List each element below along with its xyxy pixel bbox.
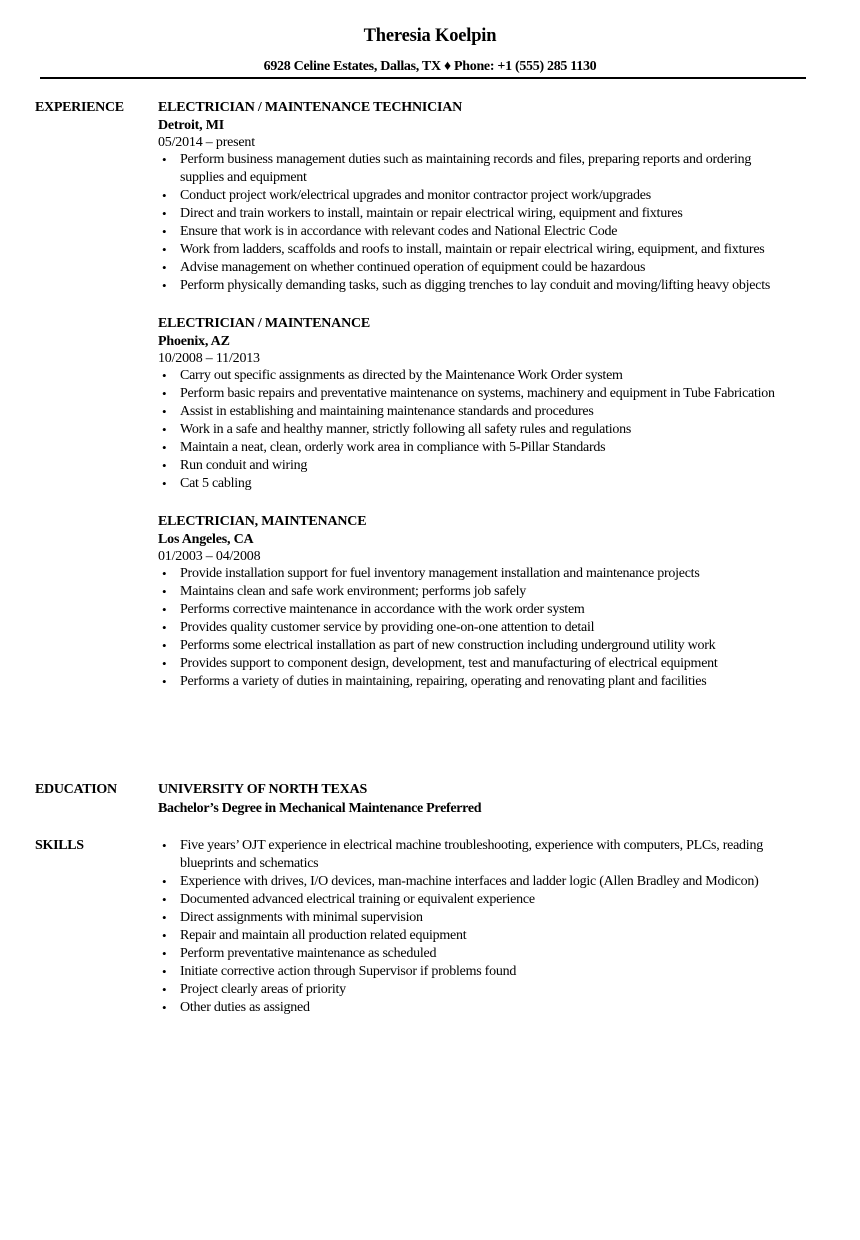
job-dates: 05/2014 – present bbox=[158, 135, 255, 150]
list-item: • Ensure that work is in accordance with relevant codes and National Electric Code bbox=[158, 223, 798, 241]
list-item: • Carry out specific assignments as directed by the Maintenance Work Order system bbox=[158, 367, 798, 385]
job-duties-list bbox=[158, 565, 798, 691]
job-entry bbox=[158, 99, 798, 295]
list-item: • Maintain a neat, clean, orderly work area in compliance with 5-Pillar Standards bbox=[158, 439, 798, 457]
school-name: UNIVERSITY OF NORTH TEXAS bbox=[158, 782, 368, 797]
list-item: • Perform business management duties such as maintaining records and files, preparing reports and ordering supplies and equipment bbox=[158, 151, 798, 187]
experience-body bbox=[158, 99, 798, 707]
list-item: • Maintains clean and safe work environment; performs job safely bbox=[158, 583, 798, 601]
skills-list bbox=[158, 837, 798, 1017]
candidate-name: Theresia Koelpin bbox=[363, 26, 497, 46]
job-dates: 10/2008 – 11/2013 bbox=[158, 351, 260, 366]
education-body bbox=[158, 781, 798, 818]
list-item: • Five years’ OJT experience in electrical machine troubleshooting, experience with computers, PLCs, reading blueprints and schematics bbox=[158, 837, 798, 873]
list-item: • Direct and train workers to install, maintain or repair electrical wiring, equipment and fixtures bbox=[158, 205, 798, 223]
job-title: ELECTRICIAN / MAINTENANCE bbox=[158, 316, 371, 331]
job-location: Phoenix, AZ bbox=[158, 334, 230, 349]
list-item: • Project clearly areas of priority bbox=[158, 981, 798, 999]
list-item: • Assist in establishing and maintaining maintenance standards and procedures bbox=[158, 403, 798, 421]
list-item: • Advise management on whether continued operation of equipment could be hazardous bbox=[158, 259, 798, 277]
job-location: Detroit, MI bbox=[158, 118, 224, 133]
list-item: • Direct assignments with minimal supervision bbox=[158, 909, 798, 927]
job-dates: 01/2003 – 04/2008 bbox=[158, 549, 261, 564]
list-item: • Perform preventative maintenance as scheduled bbox=[158, 945, 798, 963]
job-location: Los Angeles, CA bbox=[158, 532, 254, 547]
list-item: • Conduct project work/electrical upgrades and monitor contractor project work/upgrades bbox=[158, 187, 798, 205]
section-label-education: EDUCATION bbox=[35, 782, 117, 797]
list-item: • Performs some electrical installation as part of new construction including underground utility work bbox=[158, 637, 798, 655]
degree-name: Bachelor’s Degree in Mechanical Maintenance Preferred bbox=[158, 801, 482, 816]
list-item: • Performs a variety of duties in maintaining, repairing, operating and renovating plant and facilities bbox=[158, 673, 798, 691]
list-item: • Work from ladders, scaffolds and roofs to install, maintain or repair electrical wiring, equipment, and fixtures bbox=[158, 241, 798, 259]
contact-line: 6928 Celine Estates, Dallas, TX ♦ Phone: +1 (555) 285 1130 bbox=[263, 59, 597, 74]
skills-body bbox=[158, 837, 798, 1017]
list-item: • Perform basic repairs and preventative maintenance on systems, machinery and equipment in Tube Fabrication bbox=[158, 385, 798, 403]
list-item: • Experience with drives, I/O devices, man-machine interfaces and ladder logic (Allen Bradley and Modicon) bbox=[158, 873, 798, 891]
section-label-skills: SKILLS bbox=[35, 838, 84, 853]
list-item: • Perform physically demanding tasks, such as digging trenches to lay conduit and moving/lifting heavy objects bbox=[158, 277, 798, 295]
resume-header bbox=[0, 24, 860, 76]
list-item: • Work in a safe and healthy manner, strictly following all safety rules and regulations bbox=[158, 421, 798, 439]
list-item: • Other duties as assigned bbox=[158, 999, 798, 1017]
list-item: • Initiate corrective action through Supervisor if problems found bbox=[158, 963, 798, 981]
job-title: ELECTRICIAN / MAINTENANCE TECHNICIAN bbox=[158, 100, 463, 115]
section-label-experience: EXPERIENCE bbox=[35, 100, 124, 115]
list-item: • Performs corrective maintenance in accordance with the work order system bbox=[158, 601, 798, 619]
list-item: • Repair and maintain all production related equipment bbox=[158, 927, 798, 945]
job-entry bbox=[158, 315, 798, 493]
list-item: • Run conduit and wiring bbox=[158, 457, 798, 475]
list-item: • Provide installation support for fuel inventory management installation and maintenance projects bbox=[158, 565, 798, 583]
job-entry bbox=[158, 513, 798, 691]
list-item: • Documented advanced electrical training or equivalent experience bbox=[158, 891, 798, 909]
list-item: • Provides support to component design, development, test and manufacturing of electrical equipment bbox=[158, 655, 798, 673]
job-duties-list bbox=[158, 367, 798, 493]
header-divider bbox=[40, 77, 806, 79]
job-title: ELECTRICIAN, MAINTENANCE bbox=[158, 514, 367, 529]
job-duties-list bbox=[158, 151, 798, 295]
list-item: • Cat 5 cabling bbox=[158, 475, 798, 493]
list-item: • Provides quality customer service by providing one-on-one attention to detail bbox=[158, 619, 798, 637]
